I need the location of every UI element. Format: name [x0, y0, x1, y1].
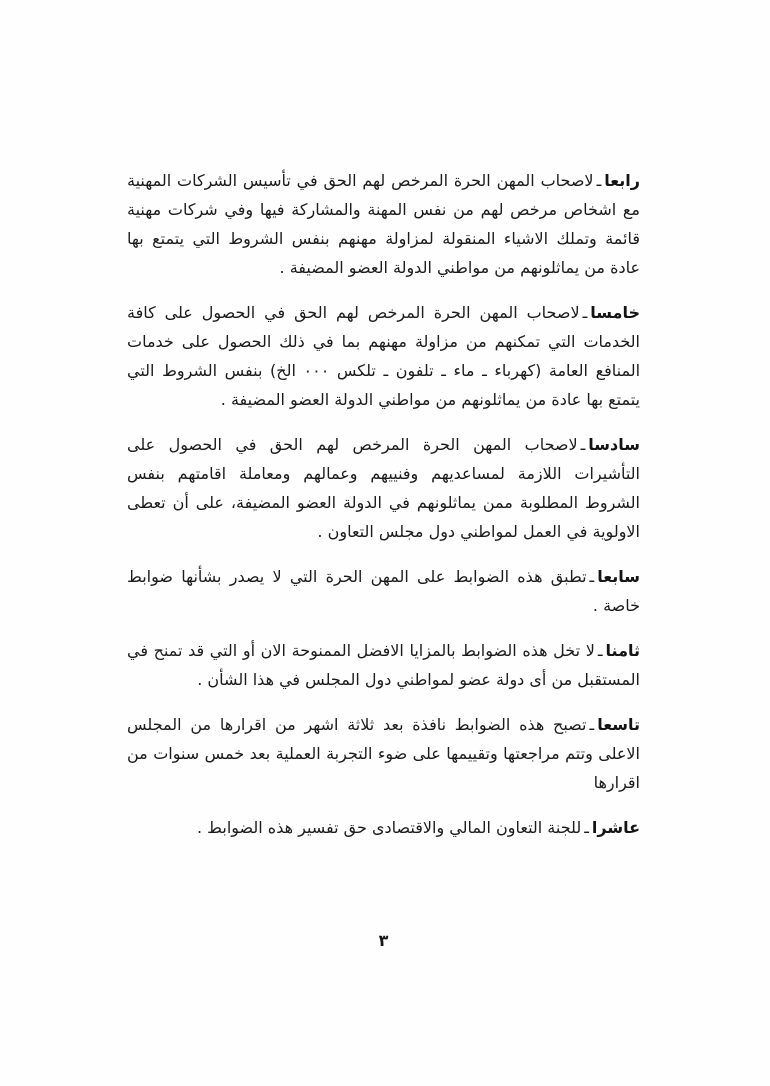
paragraph-seventh: [127, 562, 640, 620]
paragraph-eighth: [127, 636, 640, 694]
paragraph-seventh-body: تطبق هذه الضوابط على المهن الحرة التي لا يصدر بشأنها ضوابط خاصة .: [127, 567, 640, 615]
dash-separator: ـ: [580, 435, 586, 454]
paragraph-fifth-body: لاصحاب المهن الحرة المرخص لهم الحق في الحصول على كافة الخدمات التي تمكنهم من مزاولة مهنهم بما في ذلك الحصول على خدمات المنافع العامة (كهرباء ـ ماء ـ تلفون ـ تلكس ٠٠٠ الخ) بنفس الشروط التي يتمتع بها عادة من يماثلونهم من مواطني الدولة العضو المضيفة .: [127, 303, 641, 409]
paragraph-tenth: [127, 813, 640, 842]
paragraph-fourth-body: لاصحاب المهن الحرة المرخص لهم الحق في تأسيس الشركات المهنية مع اشخاص مرخص لهم من نفس المهنة والمشاركة فيها وفي شركات مهنية قائمة وتملك الاشياء المنقولة لمزاولة مهنهم بنفس الشروط التي يتمتع بها عادة من يماثلونهم من مواطني الدولة العضو المضيفة .: [127, 171, 640, 277]
dash-separator: ـ: [597, 641, 603, 660]
dash-separator: ـ: [582, 303, 588, 322]
paragraph-seventh-lead: سابعا: [597, 567, 640, 586]
paragraph-ninth-body: تصبح هذه الضوابط نافذة بعد ثلاثة اشهر من اقرارها من المجلس الاعلى وتتم مراجعتها وتقييمها على ضوء التجربة العملية بعد خمس سنوات من اقرارها: [127, 715, 640, 792]
paragraph-eighth-lead: ثامنا: [605, 641, 640, 660]
document-text-block: [127, 166, 640, 858]
dash-separator: ـ: [589, 567, 595, 586]
paragraph-fifth: [127, 298, 640, 414]
paragraph-sixth-body: لاصحاب المهن الحرة المرخص لهم الحق في الحصول على التأشيرات اللازمة لمساعديهم وفنييهم وعمالهم ومعاملة اقامتهم بنفس الشروط المطلوبة ممن يماثلونهم في الدولة العضو المضيفة، على أن تعطى الاولوية في العمل لمواطني دول مجلس التعاون .: [127, 435, 640, 541]
paragraph-sixth: [127, 430, 640, 546]
paragraph-ninth-lead: تاسعا: [597, 715, 640, 734]
dash-separator: ـ: [584, 818, 589, 837]
paragraph-fourth-lead: رابعا: [604, 171, 640, 190]
paragraph-ninth: [127, 710, 640, 797]
dash-separator: ـ: [596, 171, 602, 190]
page-number: ٣: [378, 931, 389, 950]
paragraph-tenth-body: للجنة التعاون المالي والاقتصادى حق تفسير هذه الضوابط .: [197, 818, 582, 837]
paragraph-fifth-lead: خامسا: [590, 303, 640, 322]
paragraph-tenth-lead: عاشرا: [591, 818, 640, 837]
paragraph-sixth-lead: سادسا: [588, 435, 640, 454]
dash-separator: ـ: [589, 715, 595, 734]
paragraph-fourth: [127, 166, 640, 282]
paragraph-eighth-body: لا تخل هذه الضوابط بالمزايا الافضل الممنوحة الان أو التي قد تمنح في المستقبل من أى دولة عضو لمواطني دول المجلس في هذا الشأن .: [127, 641, 640, 689]
